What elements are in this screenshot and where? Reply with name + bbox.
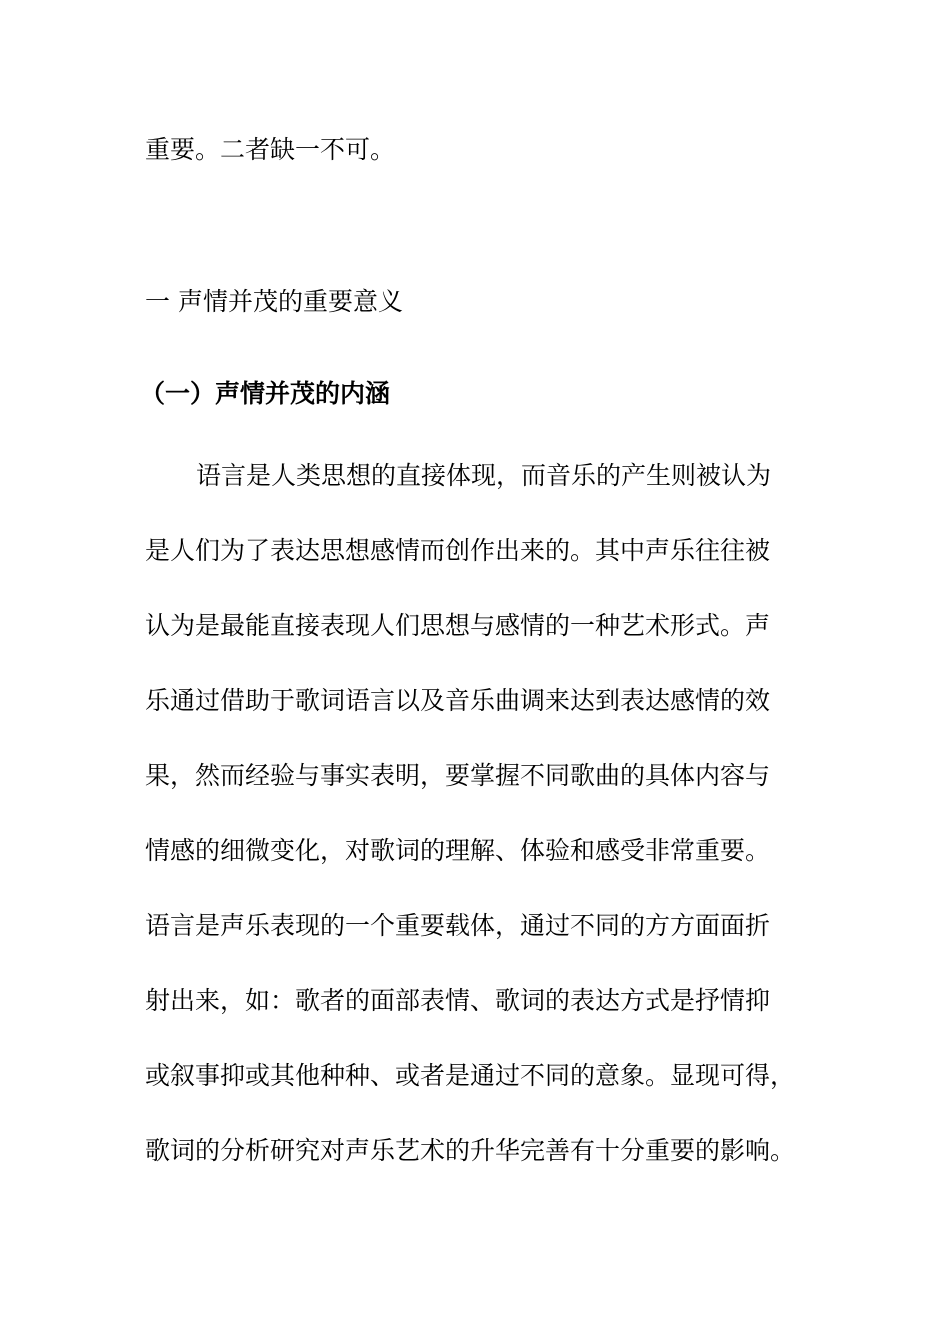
paragraph-line: 歌词的分析研究对声乐艺术的升华完善有十分重要的影响。 xyxy=(145,1136,796,1165)
paragraph-line: 乐通过借助于歌词语言以及音乐曲调来达到表达感情的效 xyxy=(145,686,771,715)
paragraph-line: 或叙事抑或其他种种、或者是通过不同的意象。显现可得， xyxy=(145,1061,796,1090)
continuation-text: 重要。二者缺一不可。 xyxy=(145,135,396,164)
paragraph-line: 语言是人类思想的直接体现，而音乐的产生则被认为 xyxy=(196,461,772,490)
paragraph-line: 认为是最能直接表现人们思想与感情的一种艺术形式。声 xyxy=(145,611,771,640)
paragraph-line: 果，然而经验与事实表明，要掌握不同歌曲的具体内容与 xyxy=(145,761,771,790)
paragraph-line: 情感的细微变化，对歌词的理解、体验和感受非常重要。 xyxy=(145,836,771,865)
paragraph-line: 是人们为了表达思想感情而创作出来的。其中声乐往往被 xyxy=(145,536,771,565)
subsection-heading: （一）声情并茂的内涵 xyxy=(140,379,391,408)
section-heading: 一 声情并茂的重要意义 xyxy=(145,287,403,316)
paragraph-line: 射出来，如：歌者的面部表情、歌词的表达方式是抒情抑 xyxy=(145,986,771,1015)
paragraph-line: 语言是声乐表现的一个重要载体，通过不同的方方面面折 xyxy=(145,911,771,940)
